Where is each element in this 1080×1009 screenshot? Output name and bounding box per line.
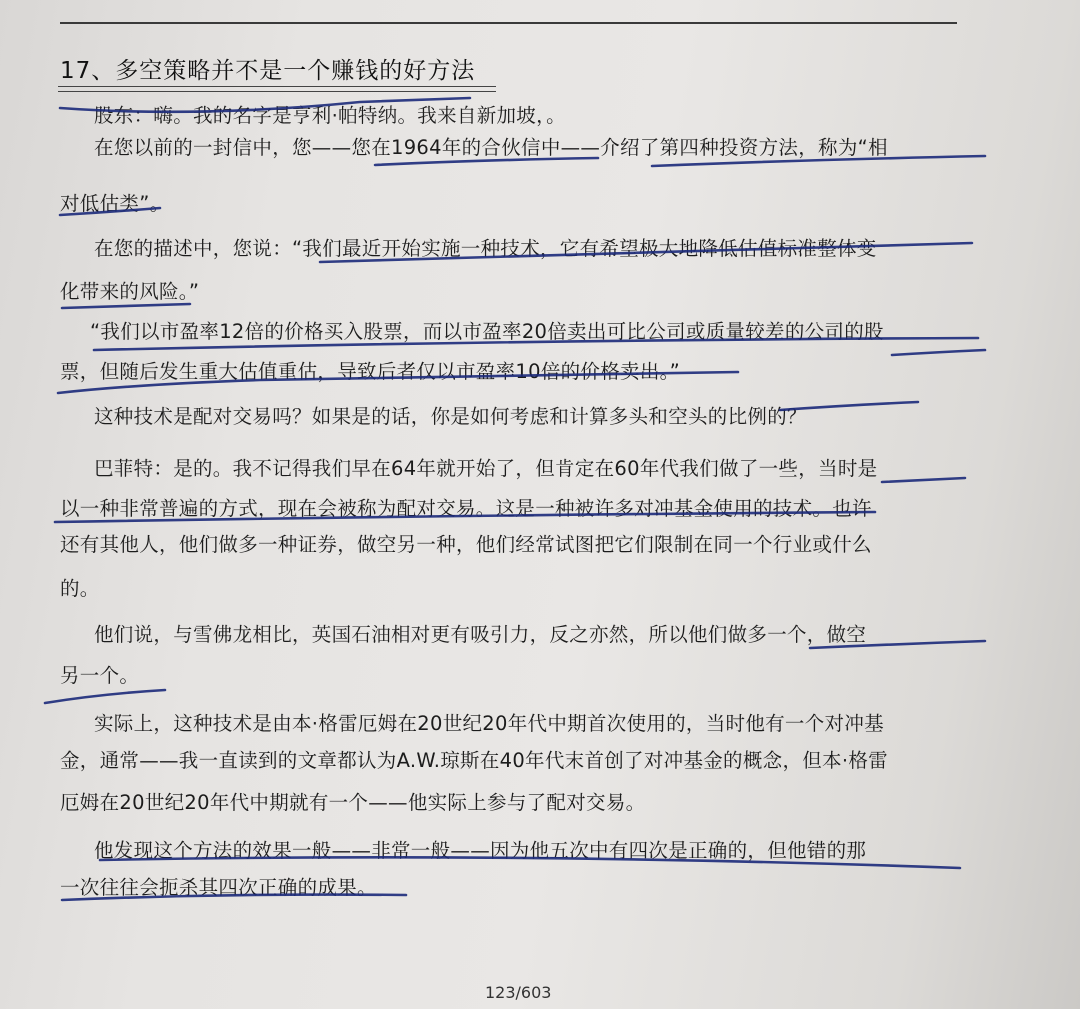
text-line: 金，通常——我一直读到的文章都认为A.W.琼斯在40年代末首创了对冲基金的概念，但本·格雷 bbox=[60, 749, 888, 772]
text-line: 巴菲特：是的。我不记得我们早在64年就开始了，但肯定在60年代我们做了一些，当时是 bbox=[94, 457, 878, 480]
text-line: 票，但随后发生重大估值重估，导致后者仅以市盈率10倍的价格卖出。” bbox=[60, 360, 681, 383]
page-number: 123/603 bbox=[485, 983, 552, 1002]
text-line: 以一种非常普遍的方式，现在会被称为配对交易。这是一种被许多对冲基金使用的技术。也许 bbox=[60, 497, 872, 520]
text-line: 的。 bbox=[60, 577, 100, 600]
heading-underline bbox=[58, 86, 496, 87]
pen-underline bbox=[892, 350, 985, 355]
text-line: “我们以市盈率12倍的价格买入股票，而以市盈率20倍卖出可比公司或质量较差的公司的股 bbox=[90, 320, 884, 343]
text-line: 厄姆在20世纪20年代中期就有一个——他实际上参与了配对交易。 bbox=[60, 791, 646, 814]
pen-underline bbox=[62, 304, 190, 308]
text-line: 实际上，这种技术是由本·格雷厄姆在20世纪20年代中期首次使用的，当时他有一个对冲基 bbox=[94, 712, 884, 735]
text-line: 还有其他人，他们做多一种证券，做空另一种，他们经常试图把它们限制在同一个行业或什么 bbox=[60, 533, 872, 556]
text-line: 在您的描述中，您说：“我们最近开始实施一种技术，它有希望极大地降低估值标准整体变 bbox=[94, 237, 877, 260]
text-line: 一次往往会扼杀其四次正确的成果。 bbox=[60, 876, 377, 899]
text-line: 化带来的风险。” bbox=[60, 280, 200, 303]
pen-underline bbox=[45, 690, 165, 703]
text-line: 在您以前的一封信中，您——您在1964年的合伙信中——介绍了第四种投资方法，称为“相 bbox=[94, 136, 888, 159]
text-line: 股东：嗨。我的名字是亨利·帕特纳。我来自新加坡，。 bbox=[94, 104, 566, 127]
heading-underline-double bbox=[58, 91, 496, 92]
text-line: 他们说，与雪佛龙相比，英国石油相对更有吸引力，反之亦然，所以他们做多一个，做空 bbox=[94, 623, 867, 646]
text-line: 这种技术是配对交易吗？如果是的话，你是如何考虑和计算多头和空头的比例的？ bbox=[94, 405, 807, 428]
section-heading: 17、多空策略并不是一个赚钱的好方法 bbox=[60, 58, 476, 84]
top-rule bbox=[60, 22, 957, 24]
pen-underline bbox=[882, 478, 965, 482]
text-line: 他发现这个方法的效果一般——非常一般——因为他五次中有四次是正确的，但他错的那 bbox=[94, 839, 867, 862]
text-line: 对低估类”。 bbox=[60, 192, 170, 215]
text-line: 另一个。 bbox=[60, 664, 140, 687]
